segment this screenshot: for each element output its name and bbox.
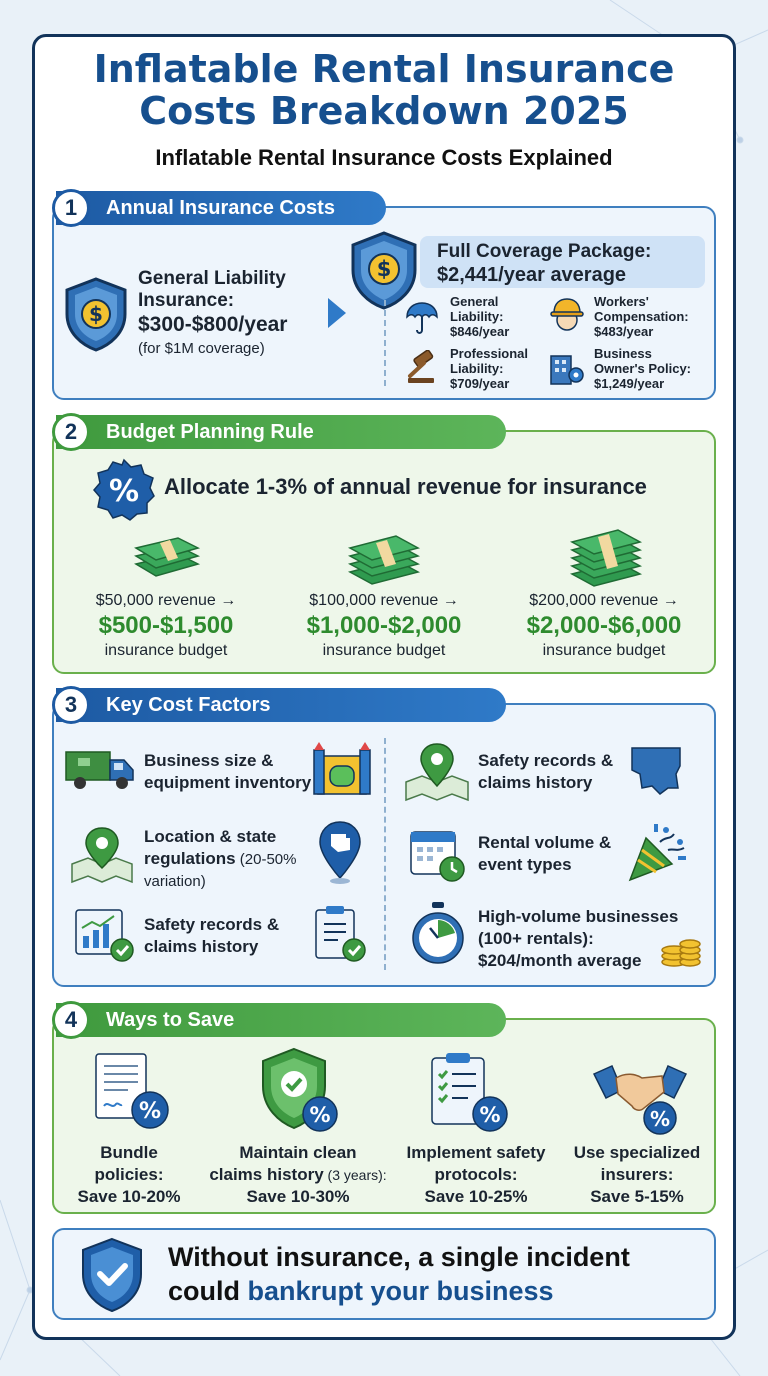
factor-safety-records-left: Safety records & claims history	[144, 915, 280, 956]
coins-icon	[660, 930, 702, 968]
svg-text:$: $	[376, 257, 392, 281]
svg-text:%: %	[108, 474, 140, 509]
handshake-icon	[592, 1060, 688, 1138]
factor-rental-volume: Rental volume & event types	[478, 833, 612, 874]
bundle-document-icon	[92, 1050, 172, 1134]
budget-tier-50k: $50,000 revenue → $500-$1,500 insurance budget	[95, 592, 237, 659]
umbrella-icon	[404, 300, 440, 336]
state-map-icon	[630, 744, 684, 798]
delivery-truck-icon	[64, 746, 136, 792]
save-bundle-policies: Bundle policies: Save 10-20%	[77, 1143, 181, 1206]
svg-text:%: %	[479, 1103, 501, 1127]
arrow-right-icon	[326, 296, 348, 330]
bounce-house-icon	[312, 740, 372, 798]
section-4-header: Ways to Save	[56, 1003, 506, 1037]
divider	[384, 300, 386, 386]
hard-hat-icon	[549, 296, 585, 334]
gavel-icon	[404, 350, 440, 386]
map-pin-icon	[70, 824, 134, 884]
shield-check-icon	[78, 1236, 146, 1314]
coverage-business-owners-policy: Business Owner's Policy: $1,249/year	[594, 346, 692, 391]
shield-dollar-large-icon	[348, 230, 420, 310]
save-specialized-insurers: Use specialized insurers: Save 5-15%	[573, 1143, 701, 1206]
money-stack-large-icon	[568, 524, 644, 590]
general-liability-block: General Liability Insurance: $300-$800/year (for $1M coverage)	[138, 268, 288, 357]
checklist-clipboard-icon	[428, 1050, 512, 1136]
page-title: Inflatable Rental Insurance Costs Breakdown 2025	[93, 47, 675, 133]
section-4-number: 4	[52, 1001, 90, 1039]
svg-text:%: %	[309, 1103, 331, 1127]
page-subtitle: Inflatable Rental Insurance Costs Explained	[155, 145, 613, 170]
coverage-workers-compensation: Workers' Compensation: $483/year	[594, 294, 689, 339]
money-stack-small-icon	[132, 530, 202, 582]
party-popper-icon	[626, 820, 690, 884]
footer-warning-text: Without insurance, a single incident could bankrupt your business	[168, 1242, 630, 1306]
factor-location-regulations: Location & state regulations (20-50% variation)	[144, 827, 297, 890]
budget-tier-200k: $200,000 revenue → $2,000-$6,000 insurance budget	[526, 592, 682, 659]
section-3-header: Key Cost Factors	[56, 688, 506, 722]
state-pin-icon	[316, 820, 364, 886]
factor-safety-records-right: Safety records & claims history	[478, 751, 614, 792]
clipboard-check-icon	[312, 904, 368, 964]
section-2-header: Budget Planning Rule	[56, 415, 506, 449]
section-3-number: 3	[52, 686, 90, 724]
svg-text:%: %	[138, 1099, 162, 1124]
map-pin-right-icon	[404, 740, 470, 802]
svg-text:%: %	[649, 1107, 671, 1131]
factor-high-volume: High-volume businesses (100+ rentals): $204/month average	[478, 907, 679, 970]
calendar-clock-icon	[408, 824, 468, 884]
money-stack-medium-icon	[346, 530, 422, 588]
save-clean-claims: Maintain clean claims history (3 years): Save 10-30%	[209, 1143, 387, 1206]
section-1-header: Annual Insurance Costs	[56, 191, 386, 225]
budget-rule-text: Allocate 1-3% of annual revenue for insurance	[164, 474, 647, 499]
coverage-professional-liability: Professional Liability: $709/year	[450, 346, 529, 391]
section-2-number: 2	[52, 413, 90, 451]
save-safety-protocols: Implement safety protocols: Save 10-25%	[406, 1143, 546, 1206]
factor-business-size: Business size & equipment inventory	[144, 751, 312, 792]
svg-text:$: $	[89, 302, 103, 326]
coverage-general-liability: General Liability: $846/year	[450, 294, 510, 339]
shield-dollar-icon	[62, 276, 130, 352]
chart-check-icon	[74, 906, 136, 962]
building-gear-icon	[548, 350, 586, 386]
section-1-number: 1	[52, 189, 90, 227]
percent-badge-icon	[92, 458, 156, 522]
full-coverage-package-banner: Full Coverage Package: $2,441/year average	[420, 236, 705, 288]
budget-tier-100k: $100,000 revenue → $1,000-$2,000 insurance budget	[306, 592, 462, 659]
stopwatch-icon	[408, 900, 468, 966]
shield-check-percent-icon	[258, 1046, 342, 1136]
column-divider	[384, 738, 386, 970]
